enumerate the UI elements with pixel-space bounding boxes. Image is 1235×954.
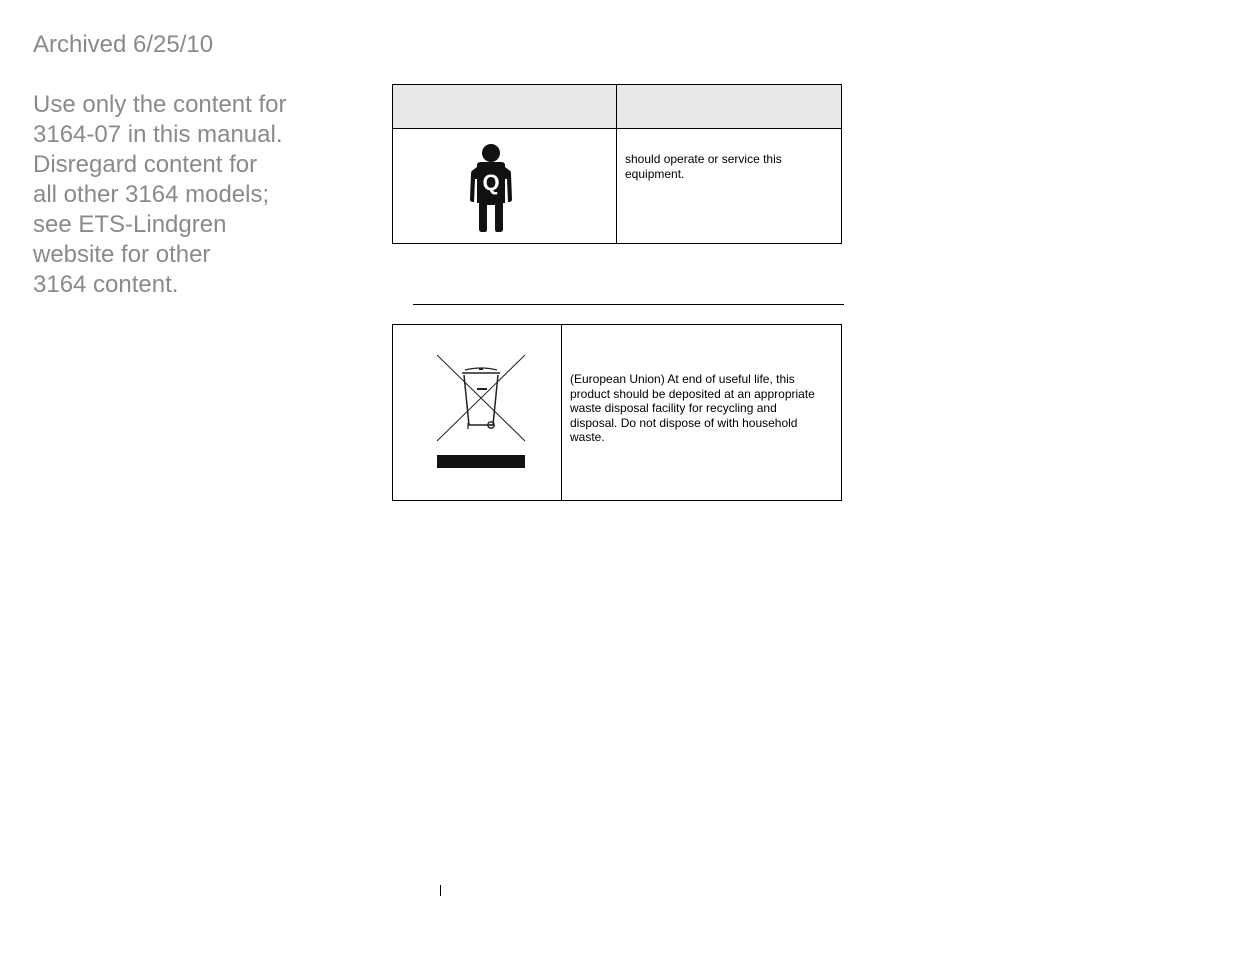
disposal-table: [392, 324, 842, 501]
page-number-marker: [440, 885, 441, 896]
archive-note-line: see ETS-Lindgren: [33, 211, 227, 238]
archive-note-line: all other 3164 models;: [33, 181, 270, 208]
qualified-person-icon: [465, 143, 517, 233]
section-divider: [413, 304, 844, 305]
archive-note: [33, 90, 333, 300]
table-column-divider: [561, 325, 562, 500]
archive-note-line: Use only the content for: [33, 91, 287, 118]
weee-disposal-line: product should be deposited at an appropriate: [570, 386, 815, 401]
weee-disposal-line: waste disposal facility for recycling and: [570, 401, 777, 415]
archive-note-line: website for other: [33, 241, 211, 268]
weee-disposal-description: [570, 372, 832, 445]
table-column-divider: [616, 85, 617, 243]
archive-note-line: 3164 content.: [33, 271, 179, 298]
archive-note-line: 3164-07 in this manual.: [33, 121, 283, 148]
weee-disposal-line: disposal. Do not dispose of with household: [570, 415, 798, 430]
archive-note-line: Disregard content for: [33, 151, 258, 178]
qualified-person-description: should operate or service this equipment.: [625, 152, 782, 181]
symbols-table-header-row: [393, 85, 841, 129]
symbols-table: [392, 84, 842, 244]
weee-disposal-line: waste.: [570, 430, 605, 444]
archived-date-label: Archived 6/25/10: [33, 31, 214, 58]
weee-disposal-line: (European Union) At end of useful life, this: [570, 372, 795, 386]
qualified-person-letter: Q: [482, 170, 500, 195]
crossed-out-wheelie-bin-icon: [435, 353, 527, 469]
